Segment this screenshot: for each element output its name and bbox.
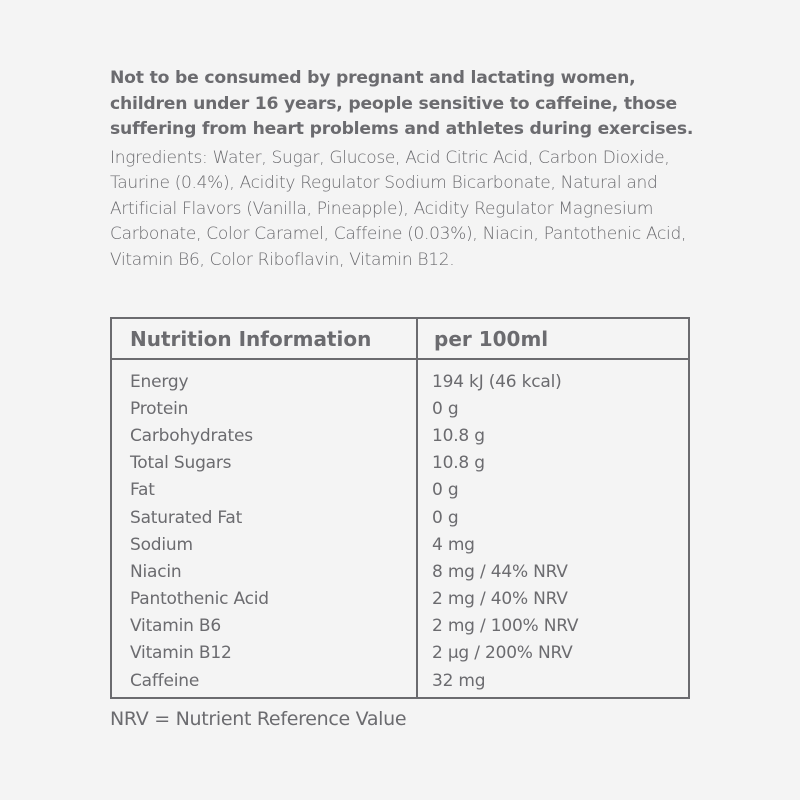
table-body — [112, 360, 688, 694]
header-nutrition-information: Nutrition Information — [130, 326, 372, 351]
nutrient-name: Pantothenic Acid — [130, 589, 269, 610]
table-row — [112, 477, 688, 504]
nutrient-value: 2 mg / 100% NRV — [432, 616, 579, 637]
nutrient-name: Vitamin B12 — [130, 643, 232, 664]
nutrient-value: 32 mg — [432, 670, 486, 691]
nutrient-name: Carbohydrates — [130, 425, 253, 446]
ingredients-text: Ingredients: Water, Sugar, Glucose, Acid Citric Acid, Carbon Dioxide, Taurine (0.4%), Acidity Regulator Sodium Bicarbonate, Natural and Artificial Flavors (Vanilla, Pineapple), Acidity Regulator Magnesium Carbonate, Color Caramel, Caffeine (0.03%), Niacin, Pantothenic Acid, Vitamin B6, Color Riboflavin, Vitamin B12. — [110, 148, 687, 270]
nutrient-value: 0 g — [432, 480, 459, 501]
footnote: NRV = Nutrient Reference Value — [110, 708, 407, 730]
nutrient-value: 8 mg / 44% NRV — [432, 561, 568, 582]
nutrient-value: 0 g — [432, 398, 459, 419]
header-per-100ml: per 100ml — [434, 326, 549, 351]
warning-text: Not to be consumed by pregnant and lactating women, children under 16 years, people sensitive to caffeine, those suffering from heart problems and athletes during exercises. — [110, 68, 694, 139]
table-row — [112, 395, 688, 422]
nutrient-value: 10.8 g — [432, 453, 485, 474]
nutrient-name: Total Sugars — [130, 453, 232, 474]
table-row — [112, 586, 688, 613]
nutrient-name: Fat — [130, 480, 155, 501]
nutrient-value: 4 mg — [432, 534, 475, 555]
nutrient-name: Protein — [130, 398, 189, 419]
nutrient-name: Caffeine — [130, 670, 200, 691]
table-row — [112, 368, 688, 395]
nutrient-value: 2 mg / 40% NRV — [432, 589, 568, 610]
nutrient-name: Niacin — [130, 561, 182, 582]
table-row — [112, 558, 688, 585]
nutrient-value: 194 kJ (46 kcal) — [432, 371, 562, 392]
nutrient-name: Sodium — [130, 534, 193, 555]
table-row — [112, 450, 688, 477]
table-row — [112, 504, 688, 531]
table-row — [112, 667, 688, 694]
table-header — [112, 319, 688, 360]
nutrient-value: 0 g — [432, 507, 459, 528]
nutrient-name: Vitamin B6 — [130, 616, 222, 637]
nutrient-value: 10.8 g — [432, 425, 485, 446]
table-row — [112, 422, 688, 449]
table-row — [112, 531, 688, 558]
nutrient-value: 2 µg / 200% NRV — [432, 643, 573, 664]
column-divider — [416, 319, 418, 697]
table-row — [112, 640, 688, 667]
nutrient-name: Energy — [130, 371, 189, 392]
nutrition-table — [110, 317, 690, 699]
nutrient-name: Saturated Fat — [130, 507, 243, 528]
table-row — [112, 613, 688, 640]
